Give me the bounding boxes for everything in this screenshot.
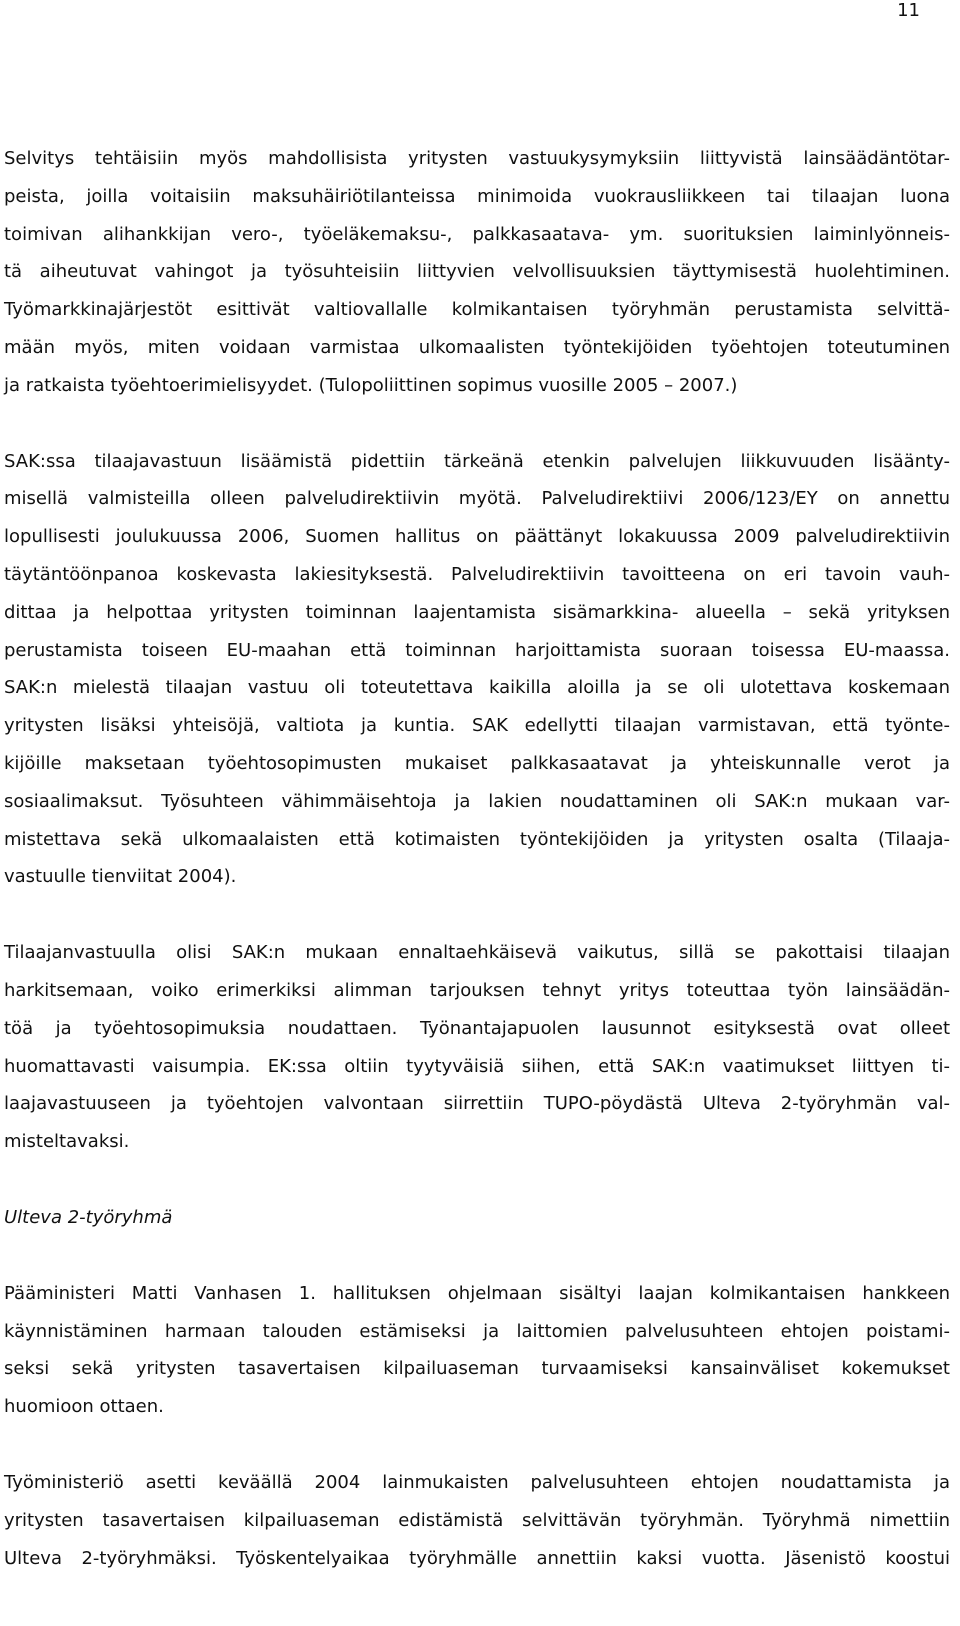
text-line: Työministeriö asetti keväällä 2004 lainmukaisten palvelusuhteen ehtojen noudattamista ja xyxy=(4,1471,950,1493)
text-line: peista, joilla voitaisiin maksuhäiriötilanteissa minimoida vuokrausliikkeen tai tilaajan luona xyxy=(4,185,950,207)
text-line: sosiaalimaksut. Työsuhteen vähimmäisehtoja ja lakien noudattaminen oli SAK:n mukaan var- xyxy=(4,790,950,812)
text-line: Työmarkkinajärjestöt esittivät valtiovallalle kolmikantaisen työryhmän perustamista selvittä- xyxy=(4,299,950,321)
paragraph-3 xyxy=(4,934,950,1161)
text-line: mään myös, miten voidaan varmistaa ulkomaalisten työntekijöiden työehtojen toteutuminen xyxy=(4,336,950,358)
text-line: ja ratkaista työehtoerimielisyydet. (Tulopoliittinen sopimus vuosille 2005 – 2007.) xyxy=(4,374,738,396)
text-line: käynnistäminen harmaan talouden estämiseksi ja laittomien palvelusuhteen ehtojen poistami- xyxy=(4,1320,950,1342)
text-line: töä ja työehtosopimuksia noudattaen. Työnantajapuolen lausunnot esityksestä ovat olleet xyxy=(4,1017,950,1039)
text-line: toimivan alihankkijan vero-, työeläkemaksu-, palkkasaatava- ym. suorituksien laiminlyönneis- xyxy=(4,223,950,245)
text-line: misellä valmisteilla olleen palveludirektiivin myötä. Palveludirektiivi 2006/123/EY on annettu xyxy=(4,488,950,510)
text-line: laajavastuuseen ja työehtojen valvontaan siirrettiin TUPO-pöydästä Ulteva 2-työryhmän val- xyxy=(4,1093,950,1115)
text-line: seksi sekä yritysten tasavertaisen kilpailuaseman turvaamiseksi kansainväliset kokemukset xyxy=(4,1358,950,1380)
paragraph-2 xyxy=(4,443,950,897)
text-line: Tilaajanvastuulla olisi SAK:n mukaan ennaltaehkäisevä vaikutus, sillä se pakottaisi tilaajan xyxy=(4,942,950,964)
text-line: huomioon ottaen. xyxy=(4,1396,164,1418)
text-line: yritysten tasavertaisen kilpailuaseman edistämistä selvittävän työryhmän. Työryhmä nimettiin xyxy=(4,1509,950,1531)
document-body xyxy=(4,140,950,1577)
text-line: harkitsemaan, voiko erimerkiksi alimman tarjouksen tehnyt yritys toteuttaa työn lainsäädän- xyxy=(4,979,950,1001)
text-line: huomattavasti vaisumpia. EK:ssa oltiin tyytyväisiä siihen, että SAK:n vaatimukset liittyen ti- xyxy=(4,1055,950,1077)
paragraph-5 xyxy=(4,1464,950,1577)
text-line: SAK:ssa tilaajavastuun lisäämistä pidettiin tärkeänä etenkin palvelujen liikkuvuuden lisäänty- xyxy=(4,450,950,472)
text-line: dittaa ja helpottaa yritysten toiminnan laajentamista sisämarkkina- alueella – sekä yrityksen xyxy=(4,601,950,623)
text-line: tä aiheutuvat vahingot ja työsuhteisiin liittyvien velvollisuuksien täyttymisestä huolehtiminen. xyxy=(4,261,950,283)
paragraph-4 xyxy=(4,1275,950,1426)
text-line: Selvitys tehtäisiin myös mahdollisista yritysten vastuukysymyksiin liittyvistä lainsäädäntötar- xyxy=(4,148,950,169)
text-line: perustamista toiseen EU-maahan että toiminnan harjoittamista suoraan toisessa EU-maassa. xyxy=(4,639,950,661)
paragraph-1 xyxy=(4,140,950,405)
section-heading: Ulteva 2-työryhmä xyxy=(4,1206,173,1228)
text-line: SAK:n mielestä tilaajan vastuu oli toteutettava kaikilla aloilla ja se oli ulotettava koskemaan xyxy=(4,677,950,699)
text-line: Pääministeri Matti Vanhasen 1. hallituksen ohjelmaan sisältyi laajan kolmikantaisen hankkeen xyxy=(4,1282,950,1304)
text-line: misteltavaksi. xyxy=(4,1131,130,1153)
text-line: lopullisesti joulukuussa 2006, Suomen hallitus on päättänyt lokakuussa 2009 palveludirektiivin xyxy=(4,526,950,548)
text-line: mistettava sekä ulkomaalaisten että kotimaisten työntekijöiden ja yritysten osalta (Tilaaja- xyxy=(4,828,950,850)
text-line: Ulteva 2-työryhmäksi. Työskentelyaikaa työryhmälle annettiin kaksi vuotta. Jäsenistö koostui xyxy=(4,1547,950,1569)
text-line: yritysten lisäksi yhteisöjä, valtiota ja kuntia. SAK edellytti tilaajan varmistavan, että työnte- xyxy=(4,715,950,737)
text-line: vastuulle tienviitat 2004). xyxy=(4,866,237,888)
page-number: 11 xyxy=(897,0,920,21)
text-line: täytäntöönpanoa koskevasta lakiesityksestä. Palveludirektiivin tavoitteena on eri tavoin vauh- xyxy=(4,563,950,585)
text-line: kijöille maksetaan työehtosopimusten mukaiset palkkasaatavat ja yhteiskunnalle verot ja xyxy=(4,752,950,774)
